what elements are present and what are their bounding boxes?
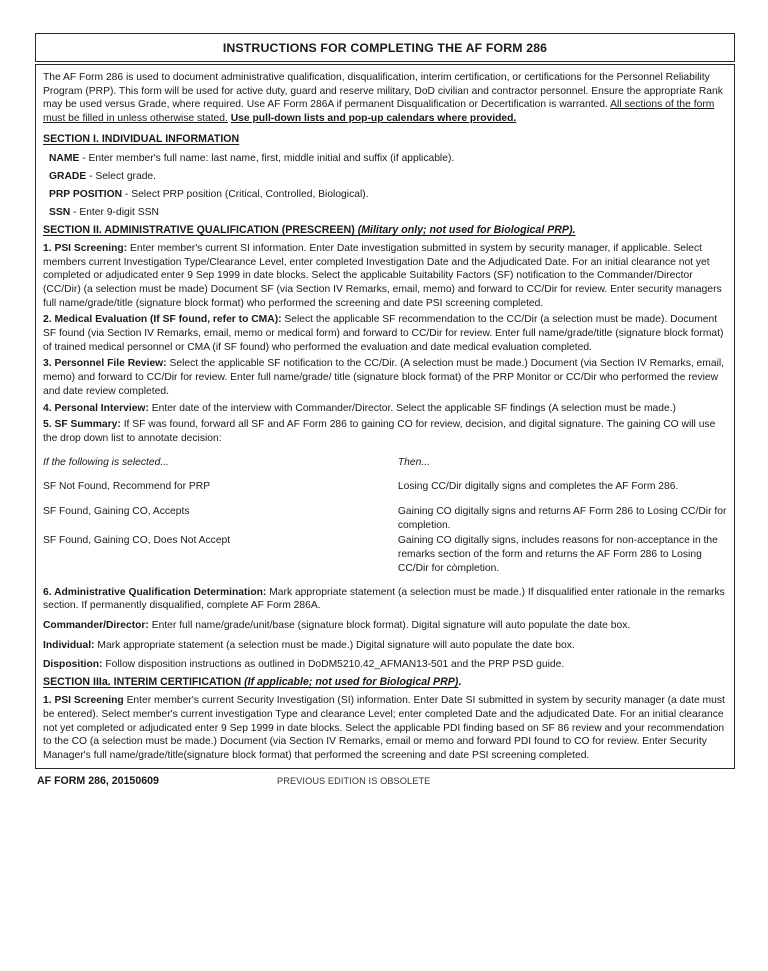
definition-name-text: - Enter member's full name: last name, first, middle initial and suffix (if applicable).	[79, 152, 455, 164]
table-row	[43, 505, 727, 534]
instruction-item-sf-summary	[43, 418, 727, 445]
table-row	[43, 480, 727, 505]
definition-grade-term: GRADE	[49, 170, 87, 182]
definition-prp-position	[43, 187, 727, 202]
intro-underlined-text: All sections of the form must be filled in unless otherwise stated.	[43, 99, 715, 125]
table-header-result: Then...	[397, 456, 430, 468]
instruction-item-medical-evaluation	[43, 313, 727, 354]
page-footer	[35, 775, 735, 787]
section-heading-1-label: SECTION I. INDIVIDUAL INFORMATION	[43, 132, 240, 145]
section-heading-3a	[43, 675, 727, 690]
instruction-item-personal-interview	[43, 402, 727, 416]
table-header-row	[43, 456, 727, 481]
table-cell-result: Gaining CO digitally signs, includes reasons for non-acceptance in the remarks section of the form and returns the AF Form 286 to Losing CC/Dir for còmpletion.	[397, 535, 718, 574]
document-title-box	[35, 33, 735, 62]
section-heading-2-note: (Military only; not used for Biological PRP).	[357, 223, 576, 236]
instruction-item-interim-psi-screening-label: 1. PSI Screening	[43, 695, 124, 707]
intro-plain-text: The AF Form 286 is used to document administrative qualification, disqualification, interim certification, or certifications for the Personnel Reliability Program (PRP). This form will be used for active duty, guard and reserve military, DoD civilian and contractor personnel. Ensure the appropriate Rank may be used versus Grade, where required. Use AF Form 286A if permanent Disqualification or Decertification is warranted.	[43, 72, 723, 111]
instruction-item-individual	[43, 639, 727, 653]
intro-paragraph	[43, 71, 727, 126]
section-heading-1	[43, 132, 727, 147]
definition-name	[43, 151, 727, 166]
section-heading-3a-note: (If applicable; not used for Biological PRP)	[244, 676, 459, 689]
instruction-item-admin-qual-determination-text: Mark appropriate statement (a selection must be made.) If disqualified enter rationale in the remarks section. If permanently disqualified, complete AF Form 286A.	[43, 586, 725, 612]
instruction-item-disposition-text: Follow disposition instructions as outlined in DoDM5210.42_AFMAN13-501 and the PRP PSD guide.	[102, 659, 565, 671]
instruction-item-admin-qual-determination-label: 6. Administrative Qualification Determination:	[43, 586, 267, 598]
instruction-item-commander-director-label: Commander/Director:	[43, 619, 149, 631]
instruction-item-individual-text: Mark appropriate statement (a selection must be made.) Digital signature will auto populate the date box.	[94, 639, 575, 651]
instruction-item-disposition-label: Disposition:	[43, 659, 103, 671]
instruction-item-personal-interview-text: Enter date of the interview with Commander/Director. Select the applicable SF findings (A selection must be made.)	[148, 402, 676, 414]
instruction-item-medical-evaluation-label: 2. Medical Evaluation (If SF found, refer to CMA):	[43, 314, 282, 326]
table-cell-result: Gaining CO digitally signs and returns AF Form 286 to Losing CC/Dir for completion.	[397, 506, 727, 531]
instruction-item-commander-director	[43, 619, 727, 633]
instruction-item-personnel-file-review-text: Select the applicable SF notification to the CC/Dir. (A selection must be made.) Document (via Section IV Remarks, email, memo) and forward to CC/Dir for review. Enter full name/grade/ title (signature block format) of the PRP Monitor or CC/Dir who performed the review and date review completed.	[43, 358, 725, 397]
section-heading-3a-period: .	[458, 676, 462, 689]
instruction-item-medical-evaluation-text: Select the applicable SF recommendation to the CC/Dir (a selection must be made). Document SF found (via Section IV Remarks, email, memo or medical form) and forward to CC/Dir for review. Enter full name/grade/title (signature block format) of trained medical personnel or CMA (if SF found) who performed the evaluation and date medical evaluation completed.	[43, 314, 724, 353]
definition-grade	[43, 169, 727, 184]
instruction-item-commander-director-text: Enter full name/grade/unit/base (signature block format). Digital signature will auto populate the date box.	[148, 619, 631, 631]
definition-name-term: NAME	[49, 152, 80, 164]
table-cell-condition: SF Found, Gaining CO, Accepts	[43, 506, 190, 518]
instruction-item-interim-psi-screening-text: Enter member's current Security Investigation (SI) information. Enter Date SI submitted in system by security manager (a date must be entered). Select member's current investigation Type and clearance Level; enter completed Date and the adjudicated Date. For an initial clearance not yet completed or adjudicated enter 9 Sep 1999 in date blocks. Select the applicable PDI finding based on SF 86 review and your recommendation to the CO (a selection must be made.) Document (via Section IV Remarks, email or memo and forward PDI found to CO for review. Enter Security Manager's full name/grade/title(signature block format) that performed the screening and date PSI screening completed.	[43, 695, 725, 761]
decision-table	[43, 456, 727, 578]
instruction-item-psi-screening	[43, 242, 727, 311]
page-title: INSTRUCTIONS FOR COMPLETING THE AF FORM 286	[222, 40, 548, 55]
instructions-body	[35, 64, 735, 769]
instruction-item-psi-screening-label: 1. PSI Screening:	[43, 242, 128, 254]
footer-form-id: AF FORM 286, 20150609	[37, 774, 159, 787]
instruction-item-individual-label: Individual:	[43, 639, 95, 651]
section-heading-2	[43, 223, 727, 238]
section-heading-3a-label: SECTION IIIa. INTERIM CERTIFICATION	[43, 676, 245, 689]
definition-prp-position-term: PRP POSITION	[49, 188, 123, 200]
instruction-item-sf-summary-text: If SF was found, forward all SF and AF Form 286 to gaining CO for review, decision, and digital signature. The gaining CO will use the drop down list to annotate decision:	[43, 419, 716, 444]
definition-ssn-term: SSN	[49, 206, 71, 218]
table-row	[43, 534, 727, 577]
intro-bold-underlined-text: Use pull-down lists and pop-up calendars where provided.	[230, 113, 517, 125]
footer-edition-note: PREVIOUS EDITION IS OBSOLETE	[277, 775, 431, 786]
instruction-item-admin-qual-determination	[43, 586, 727, 613]
definition-prp-position-text: - Select PRP position (Critical, Controlled, Biological).	[122, 188, 369, 200]
section-heading-2-label: SECTION II. ADMINISTRATIVE QUALIFICATION (PRESCREEN)	[43, 223, 358, 236]
instruction-item-sf-summary-label: 5. SF Summary:	[43, 419, 121, 431]
table-header-condition: If the following is selected...	[43, 456, 169, 468]
definition-grade-text: - Select grade.	[86, 170, 157, 182]
table-cell-condition: SF Found, Gaining CO, Does Not Accept	[43, 535, 231, 547]
instruction-item-disposition	[43, 658, 727, 672]
instruction-item-psi-screening-text: Enter member's current SI information. Enter Date investigation submitted in system by security manager, if applicable. Select members current Investigation Type/Clearance Level, enter completed Investigation Date and the Adjudicated Date. For an initial clearance not yet completed or adjudicated enter 9 Sep 1999 in date blocks. Select the applicable Suitability Factors (SF) notification to the Commander/Director (CC/Dir) (a selection must be made) Document SF (via Section IV Remarks, email, memo) and forward to CC/Dir for review. Enter security managers full name/grade/title (signature block format) who performed the screening and date PSI screening completed.	[43, 242, 722, 309]
table-cell-result: Losing CC/Dir digitally signs and completes the AF Form 286.	[397, 481, 679, 493]
instruction-item-personnel-file-review-label: 3. Personnel File Review:	[43, 358, 167, 370]
definition-ssn	[43, 205, 727, 220]
table-cell-condition: SF Not Found, Recommend for PRP	[43, 481, 211, 493]
instruction-item-personal-interview-label: 4. Personal Interview:	[43, 402, 149, 414]
definition-ssn-text: - Enter 9-digit SSN	[70, 206, 159, 218]
instruction-item-personnel-file-review	[43, 357, 727, 398]
instruction-item-interim-psi-screening	[43, 694, 727, 763]
